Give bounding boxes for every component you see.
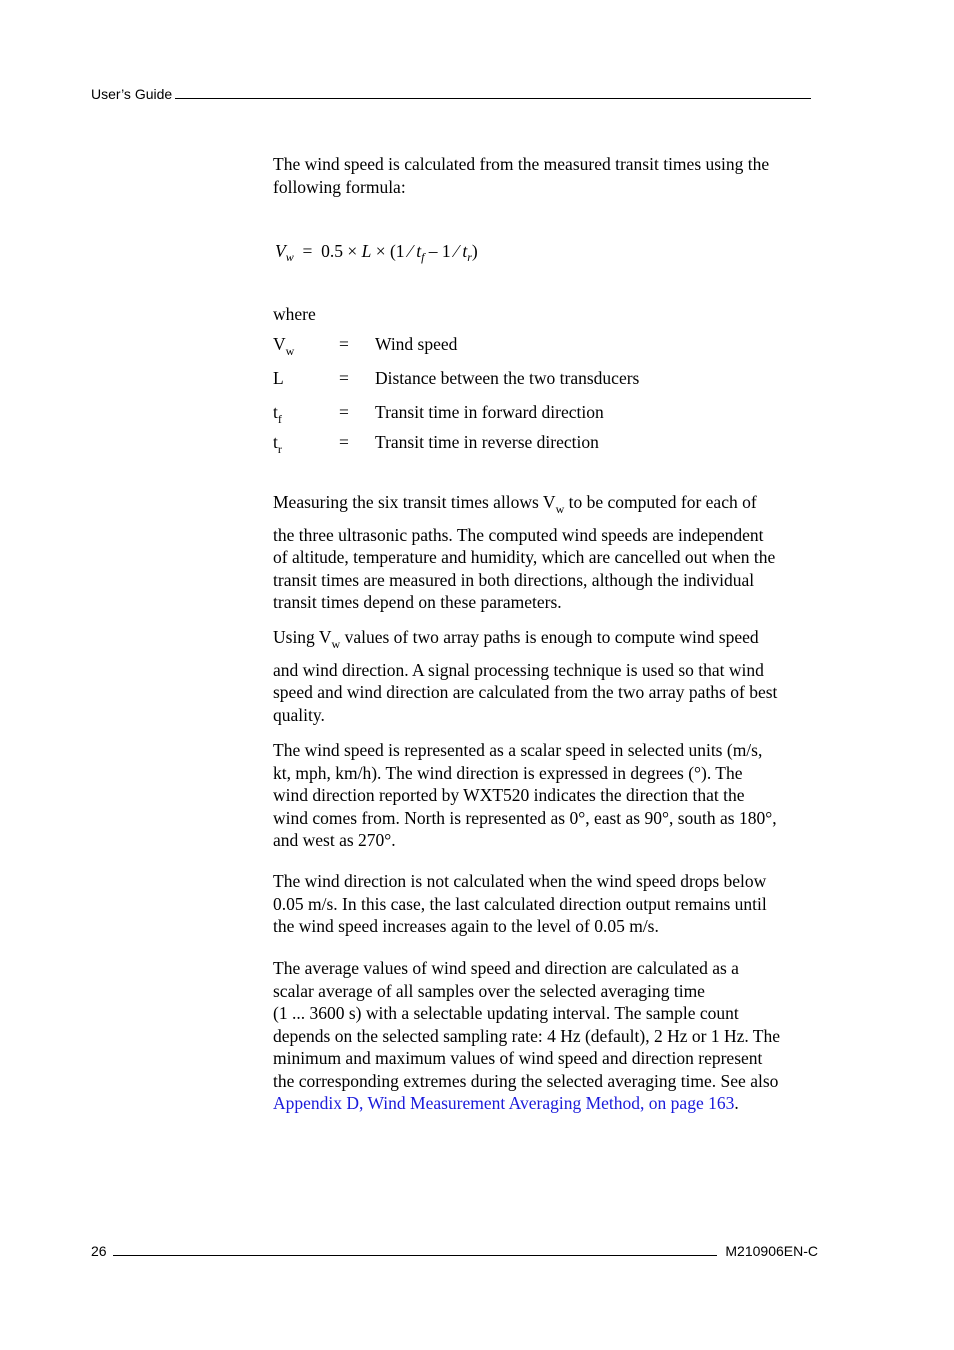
paragraph-line: The average values of wind speed and direction are calculated as a bbox=[273, 958, 739, 978]
paragraph-transit-times bbox=[273, 491, 823, 614]
paragraph-averaging bbox=[273, 957, 823, 1115]
formula-lhs: V bbox=[275, 241, 286, 261]
page-number: 26 bbox=[91, 1243, 107, 1259]
formula-part-4: ) bbox=[471, 241, 478, 261]
variable-equals: = bbox=[339, 432, 349, 452]
formula-part-2: × (1 ⁄ bbox=[371, 241, 417, 261]
paragraph-line: the corresponding extremes during the selected averaging time. See also bbox=[273, 1070, 779, 1091]
variable-equals: = bbox=[339, 368, 349, 388]
paragraph-line: speed and wind direction are calculated from the two array paths of best bbox=[273, 682, 778, 702]
paragraph-line: wind comes from. North is represented as 0°, east as 90°, south as 180°, bbox=[273, 807, 777, 828]
formula-t1: t bbox=[416, 241, 422, 261]
variable-list bbox=[273, 334, 639, 466]
intro-paragraph bbox=[273, 153, 823, 198]
paragraph-line: minimum and maximum values of wind speed and direction represent bbox=[273, 1048, 763, 1068]
where-label: where bbox=[273, 304, 316, 324]
page-header bbox=[91, 86, 811, 102]
paragraph-line: Using $V_w$ values of two array paths is enough to compute wind speed bbox=[273, 627, 759, 651]
variable-description: Transit time in reverse direction bbox=[375, 432, 599, 452]
paragraph-line: quality. bbox=[273, 704, 325, 725]
variable-symbol: $t_f$ bbox=[273, 402, 282, 426]
paragraph-line: Measuring the six transit times allows $V_w$ to be computed for each of bbox=[273, 492, 757, 516]
variable-row bbox=[273, 402, 639, 432]
document-code: M210906EN-C bbox=[725, 1243, 818, 1259]
formula-t2-sub: r bbox=[467, 250, 472, 264]
variable-description: Distance between the two transducers bbox=[375, 368, 640, 388]
variable-equals: = bbox=[339, 334, 349, 354]
paragraph-array-paths bbox=[273, 626, 823, 726]
wind-speed-formula bbox=[275, 241, 478, 265]
formula-part-3: – 1 ⁄ bbox=[424, 241, 463, 261]
variable-description: Transit time in forward direction bbox=[375, 402, 604, 422]
variable-row bbox=[273, 334, 639, 368]
intro-line-2: following formula: bbox=[273, 176, 406, 197]
paragraph-units-direction bbox=[273, 739, 823, 852]
header-rule bbox=[175, 98, 811, 99]
formula-t1-sub: f bbox=[421, 250, 425, 264]
paragraph-line: The wind direction is not calculated when the wind speed drops below bbox=[273, 871, 767, 891]
paragraph-line: the three ultrasonic paths. The computed wind speeds are independent bbox=[273, 524, 764, 545]
paragraph-line: wind direction reported by WXT520 indicates the direction that the bbox=[273, 785, 745, 805]
intro-line-1: The wind speed is calculated from the measured transit times using the bbox=[273, 154, 770, 174]
variable-row bbox=[273, 432, 639, 466]
header-title: User’s Guide bbox=[91, 86, 173, 102]
variable-symbol: $V_w$ bbox=[273, 334, 295, 358]
paragraph-low-speed bbox=[273, 870, 823, 938]
paragraph-line: depends on the selected sampling rate: 4 Hz (default), 2 Hz or 1 Hz. The bbox=[273, 1025, 781, 1046]
paragraph-line: of altitude, temperature and humidity, which are cancelled out when the bbox=[273, 547, 776, 567]
paragraph-line: (1 ... 3600 s) with a selectable updating interval. The sample count bbox=[273, 1003, 739, 1023]
variable-description: Wind speed bbox=[375, 334, 458, 354]
paragraph-line: transit times are measured in both directions, although the individual bbox=[273, 569, 755, 590]
paragraph-line: and west as 270°. bbox=[273, 830, 396, 850]
formula-equals: = bbox=[302, 241, 313, 261]
formula-t2: t bbox=[462, 241, 468, 261]
variable-equals: = bbox=[339, 402, 349, 422]
variable-row bbox=[273, 368, 639, 402]
footer-rule bbox=[113, 1255, 718, 1256]
paragraph-line: transit times depend on these parameters. bbox=[273, 592, 562, 612]
paragraph-line: The wind speed is represented as a scalar speed in selected units (m/s, bbox=[273, 740, 763, 760]
paragraph-line: and wind direction. A signal processing technique is used so that wind bbox=[273, 659, 764, 680]
formula-L: L bbox=[361, 241, 372, 261]
paragraph-line: scalar average of all samples over the selected averaging time bbox=[273, 980, 705, 1001]
paragraph-line: the wind speed increases again to the level of 0.05 m/s. bbox=[273, 916, 659, 936]
paragraph-line: kt, mph, km/h). The wind direction is expressed in degrees (°). The bbox=[273, 762, 743, 783]
appendix-d-link[interactable]: Appendix D, Wind Measurement Averaging Method, on page 163 bbox=[273, 1093, 735, 1113]
formula-lhs-sub: w bbox=[285, 250, 294, 264]
paragraph-line: 0.05 m/s. In this case, the last calculated direction output remains until bbox=[273, 893, 767, 914]
variable-symbol: L bbox=[273, 368, 284, 388]
formula-part-1: 0.5 × bbox=[321, 241, 362, 261]
page-footer bbox=[91, 1243, 818, 1259]
paragraph-line: Appendix D, Wind Measurement Averaging Method, on page 163. bbox=[273, 1093, 739, 1113]
variable-symbol: $t_r$ bbox=[273, 432, 282, 456]
